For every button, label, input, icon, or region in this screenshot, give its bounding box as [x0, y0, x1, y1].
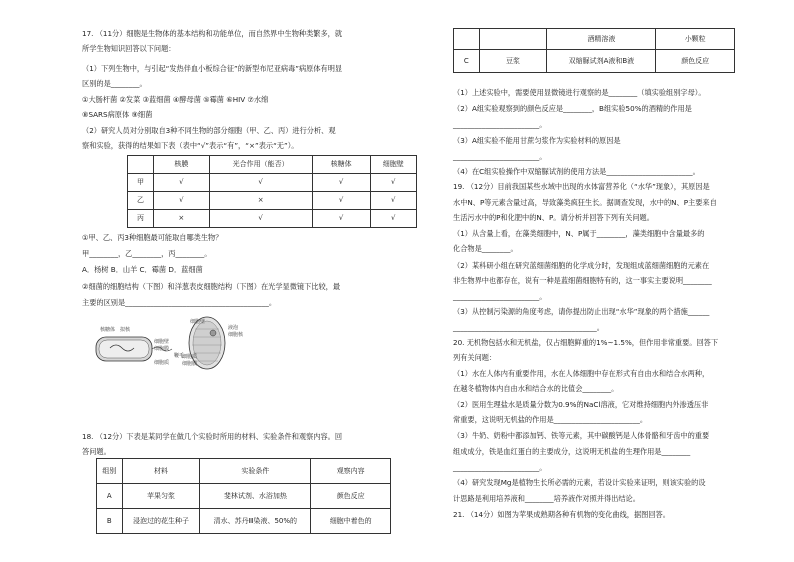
table-cell: 颜色反应	[311, 484, 391, 509]
diagram-label: 液泡	[228, 325, 239, 331]
table-header-row	[97, 459, 391, 484]
q17-line-13: 主要的区别是________________________________________。	[82, 298, 277, 307]
q18b-line-4: （3）A组实验不能用甘蔗匀浆作为实验材料的原因是	[453, 136, 621, 145]
bacterium-cell-membrane	[99, 340, 149, 358]
q17-options-1: ①大肠杆菌 ②发菜 ③蓝细菌 ④酵母菌 ⑤霉菌 ⑥HIV ⑦水绵	[82, 95, 269, 104]
table-cell: √	[209, 174, 312, 192]
q18-line-1: 18. （12分）下表是某同学在做几个实验时所用的材料、实验条件和观察内容。回	[82, 432, 343, 441]
q19-line-2: 水中N、P等元素含量过高，导致藻类疯狂生长。据调查发现，水中的N、P主要来自	[453, 198, 717, 207]
q19-line-7: 非生物界中也都存在，说有一种是蓝细菌细胞特有的，这一事实主要说明________	[453, 276, 712, 285]
q20-line-11: 计思路是利用培养液和________培养液作对照并得出结论。	[453, 494, 640, 503]
q19-line-1: 19. （12分）目前我国某些水域中出现的水体富营养化（“水华”现象），其原因是	[453, 182, 710, 191]
table-cell: 豆浆	[479, 50, 547, 73]
table-cell: 乙	[128, 192, 154, 210]
table-header-cell	[128, 156, 154, 174]
diagram-label: 细胞质	[182, 354, 198, 360]
table-header-cell: 核糖体	[312, 156, 370, 174]
q18b-line-2: （2）A组实验观察到的颜色反应是________，B组实验50%的酒精的作用是	[453, 104, 692, 113]
diagram-label: 细胞核	[228, 332, 244, 338]
table-cell: √	[312, 210, 370, 228]
cell-comparison-table	[127, 155, 417, 228]
diagram-label: 细胞壁	[190, 319, 206, 325]
q17-options-2: ⑧SARS病原体 ⑨细菌	[82, 110, 153, 119]
table-cell: B	[97, 509, 123, 534]
q18-line-2: 答问题。	[82, 447, 111, 456]
table-cell: √	[370, 174, 416, 192]
table-cell: 苹果匀浆	[122, 484, 200, 509]
diagram-label: 细胞膜	[154, 346, 170, 352]
q17-line-10: 甲________，乙________，丙________。	[82, 249, 212, 258]
table-header-cell: 细胞壁	[370, 156, 416, 174]
q18b-line-5: ________________________。	[453, 152, 547, 161]
table-cell: 双缩脲试剂A液和B液	[547, 50, 656, 73]
q17-line-8: 察和实验，获得的结果如下表（表中“√”表示“有”，“×”表示“无”）。	[82, 141, 299, 150]
table-row	[97, 509, 391, 534]
q17-line-12: ②细菌的细胞结构（下图）和洋葱表皮细胞结构（下图）在光学显微镜下比较，最	[82, 282, 341, 291]
table-row	[454, 50, 735, 73]
table-cell: √	[154, 192, 210, 210]
diagram-label: 拟核	[120, 327, 131, 333]
q20-line-3: （1）水在人体内有重要作用，水在人体细胞中存在形式有自由水和结合水两种，	[453, 369, 710, 378]
table-row	[128, 192, 417, 210]
diagram-label: 细胞壁	[154, 339, 170, 345]
table-cell: A	[97, 484, 123, 509]
q19-line-9: （3）从控制污染源的角度考虑，请你提出防止出现“水华”现象的两个措施______	[453, 307, 710, 316]
q20-line-8: 组成成分，铁是血红蛋白的主要成分，这说明无机盐的生理作用是________	[453, 447, 691, 456]
table-cell: √	[209, 210, 312, 228]
q17-line-3: （1）下列生物中，与引起“发热伴血小板综合征”的新型布尼亚病毒”病原体有明显	[82, 64, 343, 73]
table-cell: 酒精溶液	[547, 29, 656, 50]
q20-line-4: 在越冬植物体内自由水和结合水的比值会________。	[453, 384, 619, 393]
diagram-label: 核糖体	[100, 327, 116, 333]
q19-line-6: （2）某科研小组在研究蓝细菌细胞的化学成分时，发现组成蓝细菌细胞的元素在	[453, 261, 710, 270]
table-cell: 颜色反应	[656, 50, 735, 73]
q20-line-10: （4）研究发现Mg是植物生长所必需的元素，若设计实验来证明，则该实验的设	[453, 478, 706, 487]
q17-choices: A．杨树 B．山羊 C．霉菌 D．蓝细菌	[82, 265, 203, 274]
table-cell: √	[370, 192, 416, 210]
q19-line-8: ________________________。	[453, 292, 547, 301]
q18b-line-1: （1）上述实验中，需要使用显微镜进行观察的是________（填实验组别字母）。	[453, 88, 706, 97]
table-cell: 甲	[128, 174, 154, 192]
table-cell: √	[312, 192, 370, 210]
q17-line-9: ①甲、乙、丙3种细胞最可能取自哪类生物？	[82, 233, 223, 242]
q21-line-1: 21. （14分）如图为苹果成熟期各种有机物的变化曲线，据图回答。	[453, 510, 670, 519]
table-row	[128, 174, 417, 192]
table-cell: √	[312, 174, 370, 192]
q19-line-10: ________________________________________。	[453, 323, 604, 332]
q17-line-7: （2）研究人员对分别取自3种不同生物的部分细胞（甲、乙、丙）进行分析、观	[82, 126, 336, 135]
table-cell: 斐林试剂、水浴加热	[200, 484, 311, 509]
table-row	[454, 29, 735, 50]
diagram-label: 细胞膜	[182, 361, 198, 367]
table-cell: √	[154, 174, 210, 192]
q20-line-7: （3）牛奶、奶粉中都添加钙、铁等元素，其中碳酸钙是人体骨骼和牙齿中的重要	[453, 431, 710, 440]
diagram-label: 鞭毛	[174, 353, 185, 359]
table-cell: 清水、苏丹Ⅲ染液、50%的	[200, 509, 311, 534]
table-header-cell: 核膜	[154, 156, 210, 174]
table-cell: C	[454, 50, 480, 73]
q19-line-5: 化合物是________。	[453, 244, 518, 253]
table-header-cell: 光合作用（能否）	[209, 156, 312, 174]
onion-nucleus	[210, 330, 216, 336]
q18b-line-3: ________________________。	[453, 120, 547, 129]
table-cell: √	[370, 210, 416, 228]
q19-line-3: 生活污水中的P和化肥中的N、P。请分析并回答下列有关问题。	[453, 213, 654, 222]
q18b-line-6: （4）在C组实验操作中双缩脲试剂的使用方法是________________________。	[453, 167, 700, 176]
table-header-cell: 材料	[122, 459, 200, 484]
q20-line-2: 列有关问题：	[453, 353, 497, 362]
table-cell: ×	[209, 192, 312, 210]
table-header-row	[128, 156, 417, 174]
q20-line-9: ________________________。	[453, 463, 547, 472]
table-cell	[479, 29, 547, 50]
table-row	[97, 484, 391, 509]
table-cell: 丙	[128, 210, 154, 228]
table-header-cell: 观察内容	[311, 459, 391, 484]
table-cell: ×	[154, 210, 210, 228]
q20-line-6: 常重要，这说明无机盐的作用是________________________。	[453, 415, 648, 424]
q20-line-5: （2）医用生理盐水是质量分数为0.9%的NaCl溶液，它对维持细胞内外渗透压非	[453, 400, 709, 409]
table-row	[128, 210, 417, 228]
q19-line-4: （1）从含量上看，在藻类细胞中，N、P属于________，藻类细胞中含量最多的	[453, 229, 705, 238]
table-cell	[454, 29, 480, 50]
table-cell: 细胞中着色的	[311, 509, 391, 534]
table-header-cell: 组别	[97, 459, 123, 484]
table-header-cell: 实验条件	[200, 459, 311, 484]
q17-line-1: 17. （11分）细胞是生物体的基本结构和功能单位，而自然界中生物种类繁多，就	[82, 29, 343, 38]
experiment-table-continued	[453, 28, 735, 73]
experiment-table	[96, 458, 391, 534]
diagram-label: 细胞质	[154, 360, 170, 366]
q17-line-4: 区别的是________。	[82, 79, 147, 88]
q17-line-2: 所学生物知识回答以下问题：	[82, 44, 176, 53]
q20-line-1: 20. 无机物包括水和无机盐，仅占细胞鲜重的1%~1.5%，但作用非常重要。回答下	[453, 338, 719, 347]
table-cell: 浸泡过的花生种子	[122, 509, 200, 534]
table-cell: 小颗粒	[656, 29, 735, 50]
